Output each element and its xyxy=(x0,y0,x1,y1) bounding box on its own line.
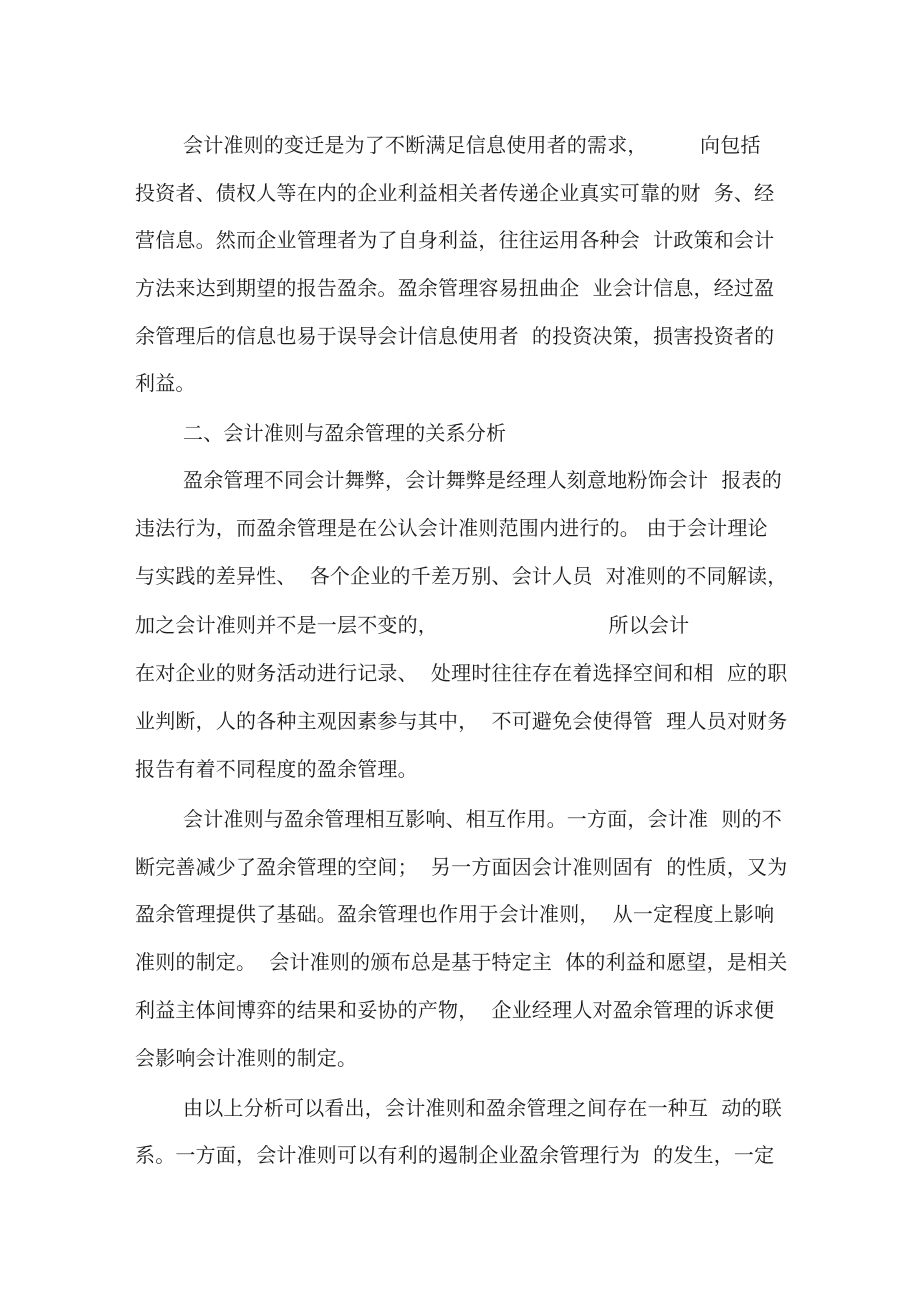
paragraph-2-line-3: 与实践的差异性、 各个企业的千差万别、会计人员 对准则的不同解读， xyxy=(135,564,788,588)
paragraph-2-line-7: 报告有着不同程度的盈余管理。 xyxy=(135,757,418,781)
paragraph-4-line-1: 由以上分析可以看出，会计准则和盈余管理之间存在一种互 动的联 xyxy=(183,1096,782,1120)
paragraph-1-line-3: 营信息。然而企业管理者为了自身利益，往往运用各种会 计政策和会计 xyxy=(135,228,775,252)
paragraph-3-line-3: 盈余管理提供了基础。盈余管理也作用于会计准则， 从一定程度上影响 xyxy=(135,902,775,926)
paragraph-2-line-1: 盈余管理不同会计舞弊，会计舞弊是经理人刻意地粉饰会计 报表的 xyxy=(183,468,782,492)
paragraph-2-line-6: 业判断，人的各种主观因素参与其中， 不可避免会使得管 理人员对财务 xyxy=(135,709,788,733)
section-heading: 二、会计准则与盈余管理的关系分析 xyxy=(183,421,507,445)
paragraph-3-line-2: 断完善减少了盈余管理的空间； 另一方面因会计准则固有 的性质，又为 xyxy=(135,855,788,879)
paragraph-4-line-2: 系。一方面，会计准则可以有利的遏制企业盈余管理行为 的发生，一定 xyxy=(135,1143,775,1167)
paragraph-1-line-6: 利益。 xyxy=(135,371,196,395)
paragraph-2-line-4: 加之会计准则并不是一层不变的， 所以会计 xyxy=(135,613,690,637)
paragraph-3-line-1: 会计准则与盈余管理相互影响、相互作用。一方面，会计准 则的不 xyxy=(183,807,782,831)
paragraph-1-line-4: 方法来达到期望的报告盈余。盈余管理容易扭曲企 业会计信息，经过盈 xyxy=(135,276,775,300)
paragraph-2-line-5: 在对企业的财务活动进行记录、 处理时往往存在着选择空间和相 应的职 xyxy=(135,661,788,685)
paragraph-3-line-4: 准则的制定。 会计准则的颁布总是基于特定主 体的利益和愿望，是相关 xyxy=(135,950,788,974)
paragraph-2-line-2: 违法行为，而盈余管理是在公认会计准则范围内进行的。 由于会计理论 xyxy=(135,516,768,540)
paragraph-1-line-2: 投资者、债权人等在内的企业利益相关者传递企业真实可靠的财 务、经 xyxy=(135,181,775,205)
paragraph-3-line-5: 利益主体间博弈的结果和妥协的产物， 企业经理人对盈余管理的诉求便 xyxy=(135,998,775,1022)
paragraph-3-line-6: 会影响会计准则的制定。 xyxy=(135,1046,358,1070)
paragraph-1-line-5: 余管理后的信息也易于误导会计信息使用者 的投资决策，损害投资者的 xyxy=(135,324,775,348)
paragraph-1-line-1: 会计准则的变迁是为了不断满足信息使用者的需求， 向包括 xyxy=(183,133,761,157)
